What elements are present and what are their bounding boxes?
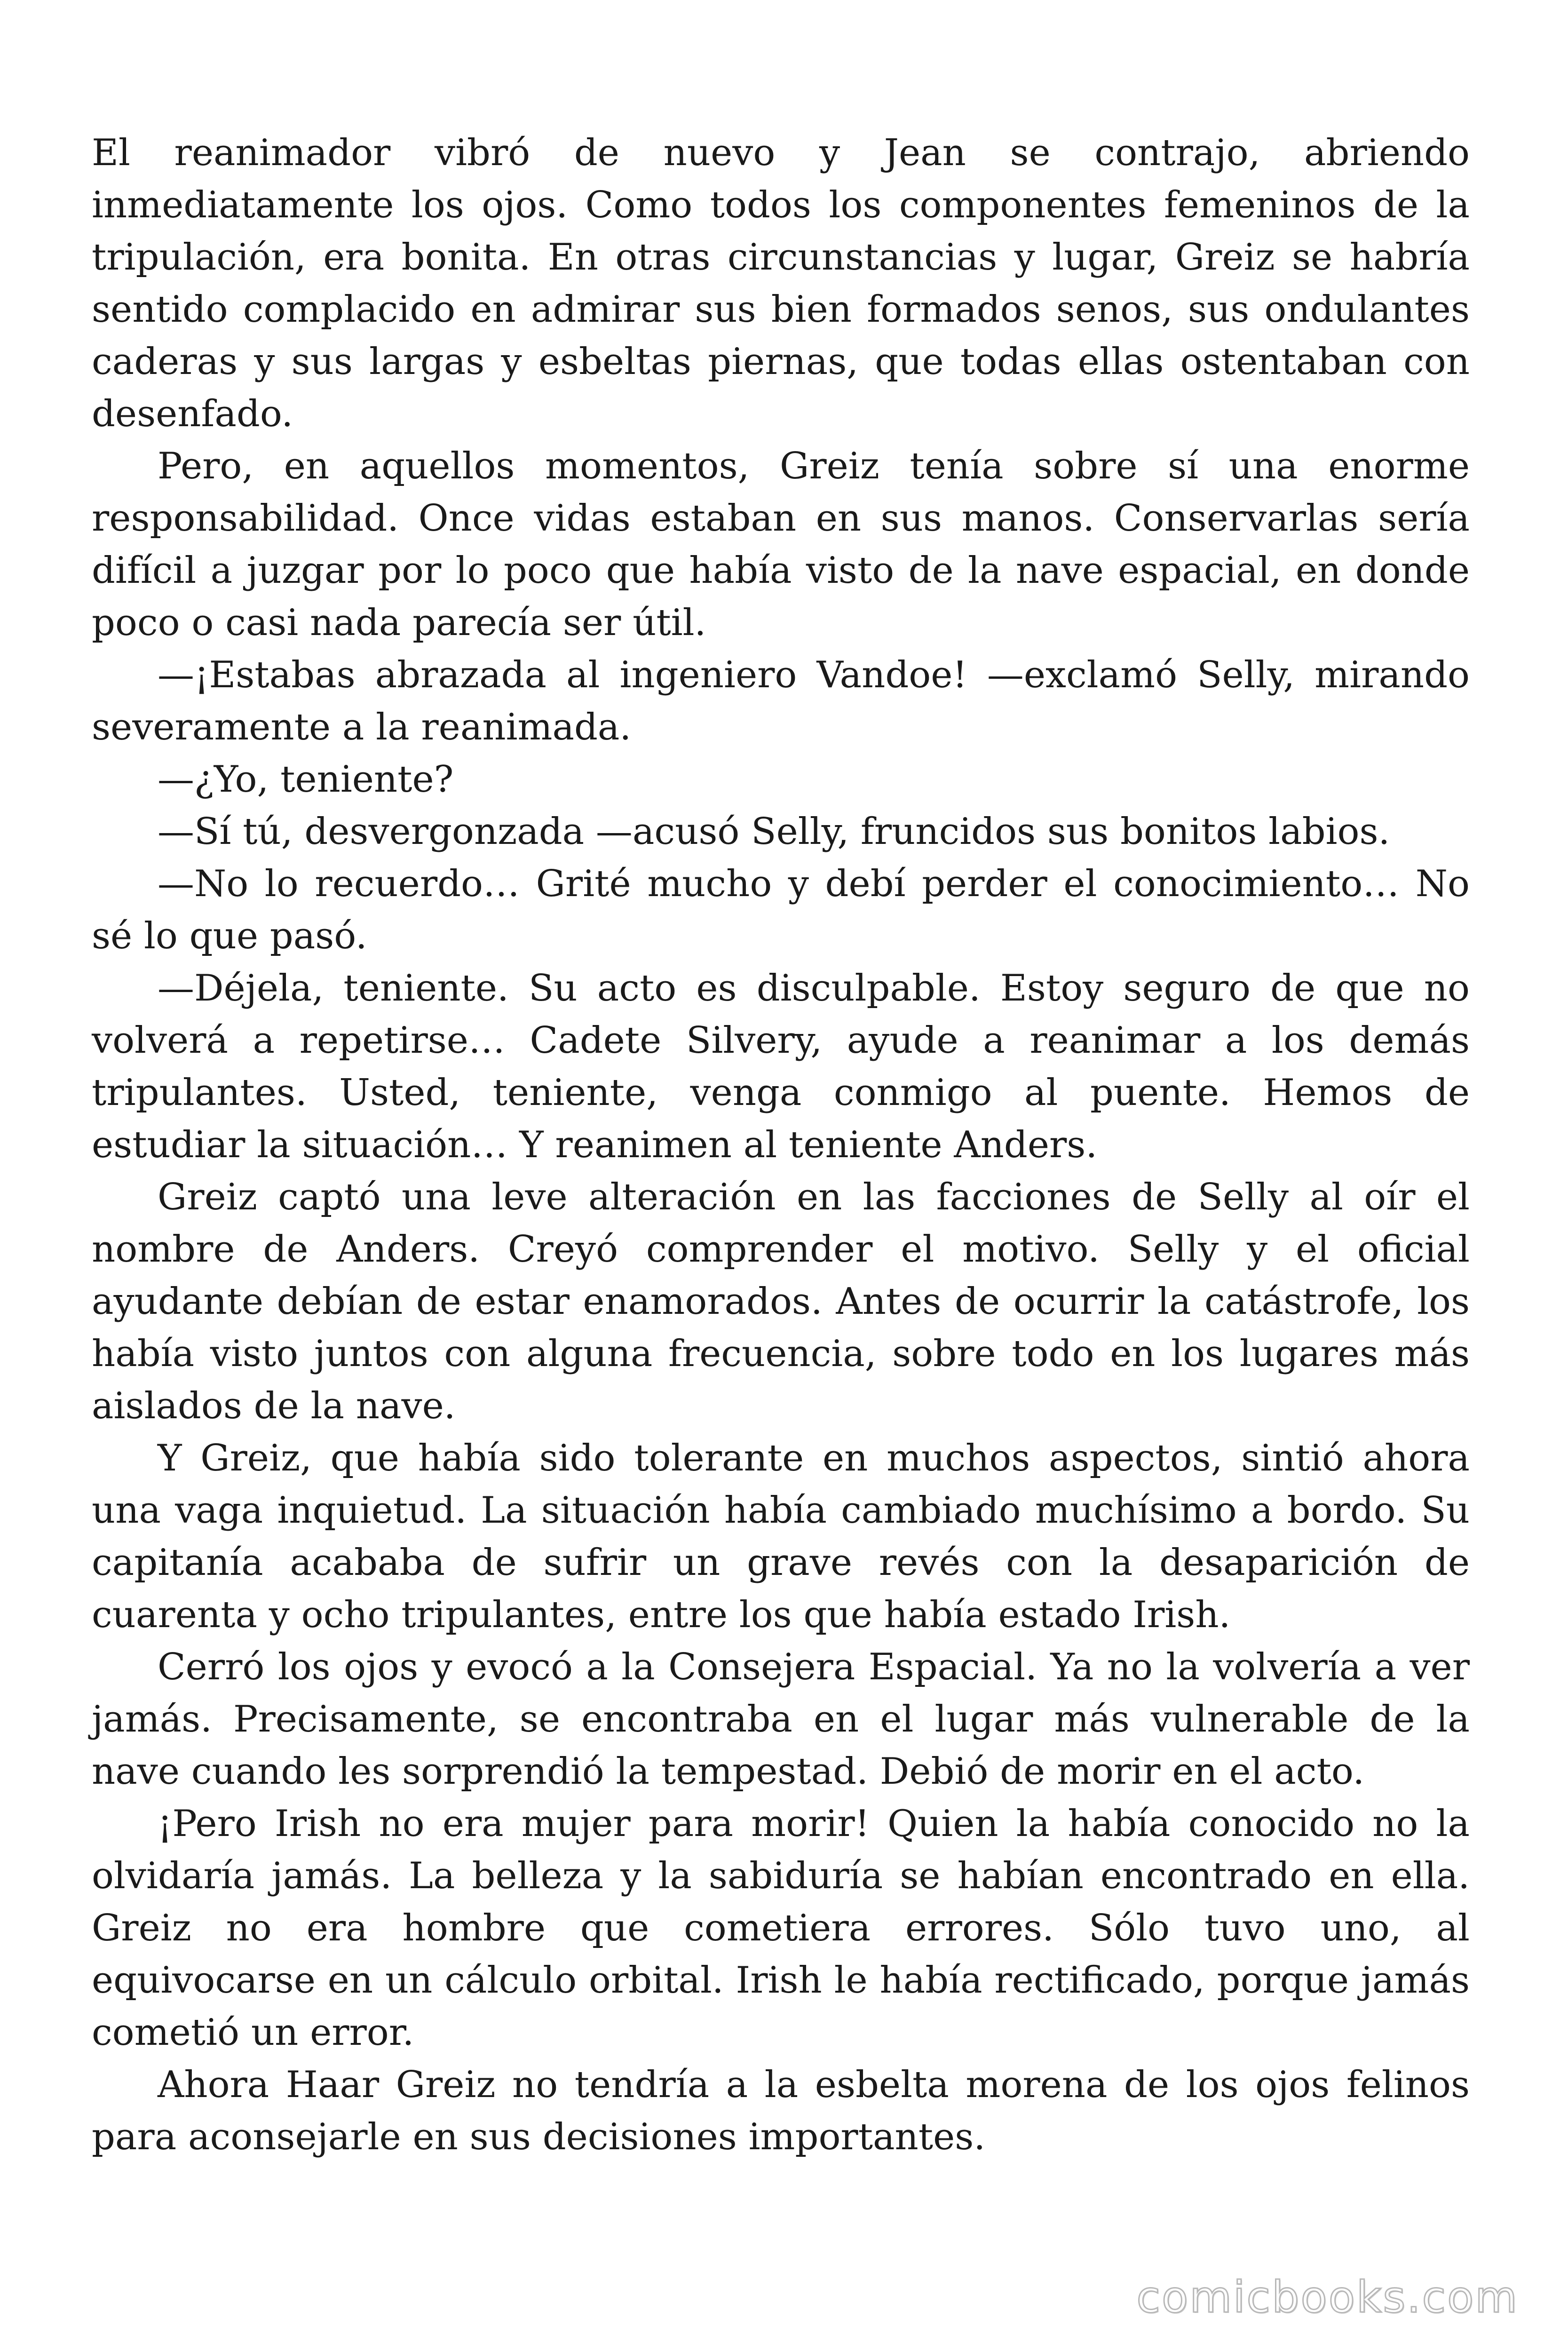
paragraph-3: —¡Estabas abrazada al ingeniero Vandoe! —exclamó Selly, mirando severamente a la reanimada. bbox=[92, 654, 1470, 748]
paragraph-11: ¡Pero Irish no era mujer para morir! Quien la había conocido no la olvidaría jamás. La belleza y la sabiduría se habían encontrado en ella. Greiz no era hombre que cometiera errores. Sólo tuvo uno, al equivocarse en un cálculo orbital. Irish le había rectificado, porque jamás cometió un error. bbox=[92, 1803, 1470, 2054]
book-page bbox=[92, 127, 1470, 2163]
paragraph-7: —Déjela, teniente. Su acto es disculpable. Estoy seguro de que no volverá a repetirse… Cadete Silvery, ayude a reanimar a los demás tripulantes. Usted, teniente, venga conmigo al puente. Hemos de estudiar la situación… Y reanimen al teniente Anders. bbox=[92, 967, 1470, 1166]
paragraph-5: —Sí tú, desvergonzada —acusó Selly, fruncidos sus bonitos labios. bbox=[158, 810, 1390, 853]
paragraph-1: El reanimador vibró de nuevo y Jean se contrajo, abriendo inmediatamente los ojos. Como todos los componentes femeninos de la tripulación, era bonita. En otras circunstancias y lugar, Greiz se habría sentido complacido en admirar sus bien formados senos, sus ondulantes caderas y sus largas y esbeltas piernas, que todas ellas ostentaban con desenfado. bbox=[92, 132, 1470, 435]
paragraph-6: —No lo recuerdo… Grité mucho y debí perder el conocimiento… No sé lo que pasó. bbox=[92, 863, 1470, 957]
paragraph-9: Y Greiz, que había sido tolerante en muchos aspectos, sintió ahora una vaga inquietud. La situación había cambiado muchísimo a bordo. Su capitanía acababa de sufrir un grave revés con la desaparición de cuarenta y ocho tripulantes, entre los que había estado Irish. bbox=[92, 1437, 1470, 1636]
paragraph-12: Ahora Haar Greiz no tendría a la esbelta morena de los ojos felinos para aconsejarle en sus decisiones importantes. bbox=[92, 2064, 1470, 2158]
paragraph-8: Greiz captó una leve alteración en las facciones de Selly al oír el nombre de Anders. Creyó comprender el motivo. Selly y el oficial ayudante debían de estar enamorados. Antes de ocurrir la catástrofe, los había visto juntos con alguna frecuencia, sobre todo en los lugares más aislados de la nave. bbox=[92, 1176, 1470, 1427]
paragraph-4: —¿Yo, teniente? bbox=[158, 758, 454, 801]
watermark: comicbooks.com bbox=[1136, 2272, 1519, 2322]
paragraph-2: Pero, en aquellos momentos, Greiz tenía sobre sí una enorme responsabilidad. Once vidas estaban en sus manos. Conservarlas sería difícil a juzgar por lo poco que había visto de la nave espacial, en donde poco o casi nada parecía ser útil. bbox=[92, 445, 1470, 644]
paragraph-10: Cerró los ojos y evocó a la Consejera Espacial. Ya no la volvería a ver jamás. Precisamente, se encontraba en el lugar más vulnerable de la nave cuando les sorprendió la tempestad. Debió de morir en el acto. bbox=[92, 1646, 1470, 1793]
